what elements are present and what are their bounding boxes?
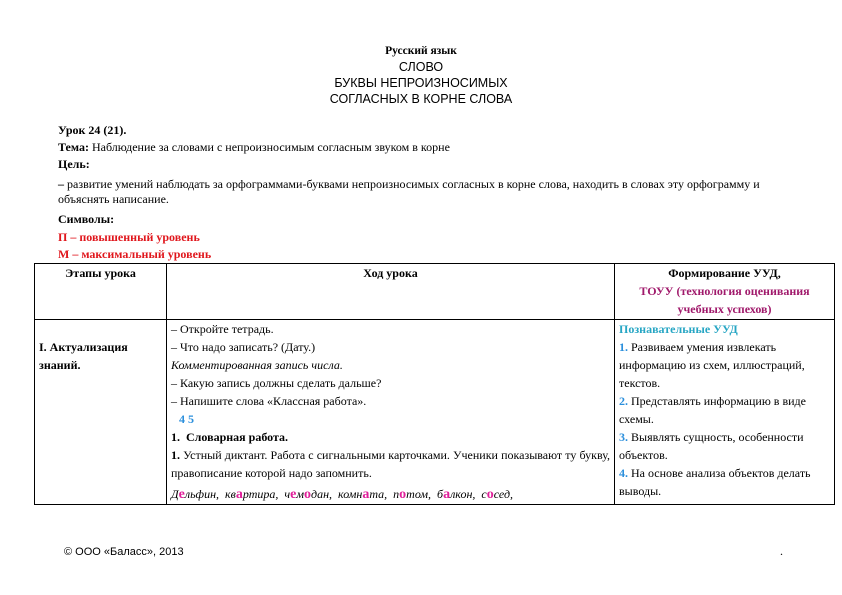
goal-label: Цель: xyxy=(58,157,90,171)
stage-name: I. Актуализация знаний. xyxy=(39,340,128,372)
doc-title-line-1: СЛОВО xyxy=(398,60,444,74)
word: сосед, xyxy=(481,487,514,502)
uud-item: 3. Выявлять сущность, особенности объектов. xyxy=(619,430,804,462)
dictation-words xyxy=(171,485,610,504)
touu-label: ТОУУ (технология оценивания учебных успехов) xyxy=(639,284,810,316)
symbols-label: Символы: xyxy=(58,212,115,226)
word: квартира, xyxy=(225,487,279,502)
goal-text: – развитие умений наблюдать за орфограммами-буквами непроизносимых согласных в корне слова, находить в словах эту орфограмму и объяснять написание. xyxy=(58,177,760,206)
uud-heading: Познавательные УУД xyxy=(619,322,738,336)
uud-item: 4. На основе анализа объектов делать выводы. xyxy=(619,466,811,498)
lesson-topic: Тема: Наблюдение за словами с непроизносимым согласным звуком в корне xyxy=(58,140,450,154)
word: чемодан, xyxy=(284,487,333,502)
date-digits: 4 5 xyxy=(179,412,194,426)
course-line: – Напишите слова «Классная работа». xyxy=(171,394,367,408)
word: Дельфин, xyxy=(171,487,220,502)
level-advanced: П – повышенный уровень xyxy=(58,230,200,244)
task-description: 1. Устный диктант. Работа с сигнальными карточками. Ученики показывают ту букву, правописание которой надо запомнить. xyxy=(171,448,610,480)
course-line: – Откройте тетрадь. xyxy=(171,322,274,336)
doc-title-line-3: СОГЛАСНЫХ В КОРНЕ СЛОВА xyxy=(329,92,513,106)
course-line: – Какую запись должны сделать дальше? xyxy=(171,376,382,390)
copyright-footer: © ООО «Баласс», 2013 xyxy=(64,546,184,558)
course-italic-note: Комментированная запись числа. xyxy=(171,358,343,372)
header-stages: Этапы урока xyxy=(35,264,167,320)
stage-cell xyxy=(35,320,167,505)
doc-title-line-2: БУКВЫ НЕПРОИЗНОСИМЫХ xyxy=(334,76,508,90)
word: балкон, xyxy=(437,487,476,502)
header-uud: Формирование УУД, ТОУУ (технология оценивания учебных успехов) xyxy=(615,264,835,320)
uud-item: 2. Представлять информацию в виде схемы. xyxy=(619,394,806,426)
lesson-number: Урок 24 (21). xyxy=(58,123,127,137)
uud-item: 1. Развиваем умения извлекать информацию из схем, иллюстраций, текстов. xyxy=(619,340,805,390)
page-mark: . xyxy=(780,544,783,558)
course-line: – Что надо записать? (Дату.) xyxy=(171,340,316,354)
header-course: Ход урока xyxy=(167,264,615,320)
word: комната, xyxy=(338,487,388,502)
table-header-row xyxy=(35,264,835,320)
table-row xyxy=(35,320,835,505)
subject-title: Русский язык xyxy=(385,45,457,57)
word: потом, xyxy=(393,487,432,502)
course-cell xyxy=(167,320,615,505)
lesson-table xyxy=(34,263,835,505)
uud-cell xyxy=(615,320,835,505)
section-heading: 1. Словарная работа. xyxy=(171,430,289,444)
level-maximum: М – максимальный уровень xyxy=(58,247,212,261)
